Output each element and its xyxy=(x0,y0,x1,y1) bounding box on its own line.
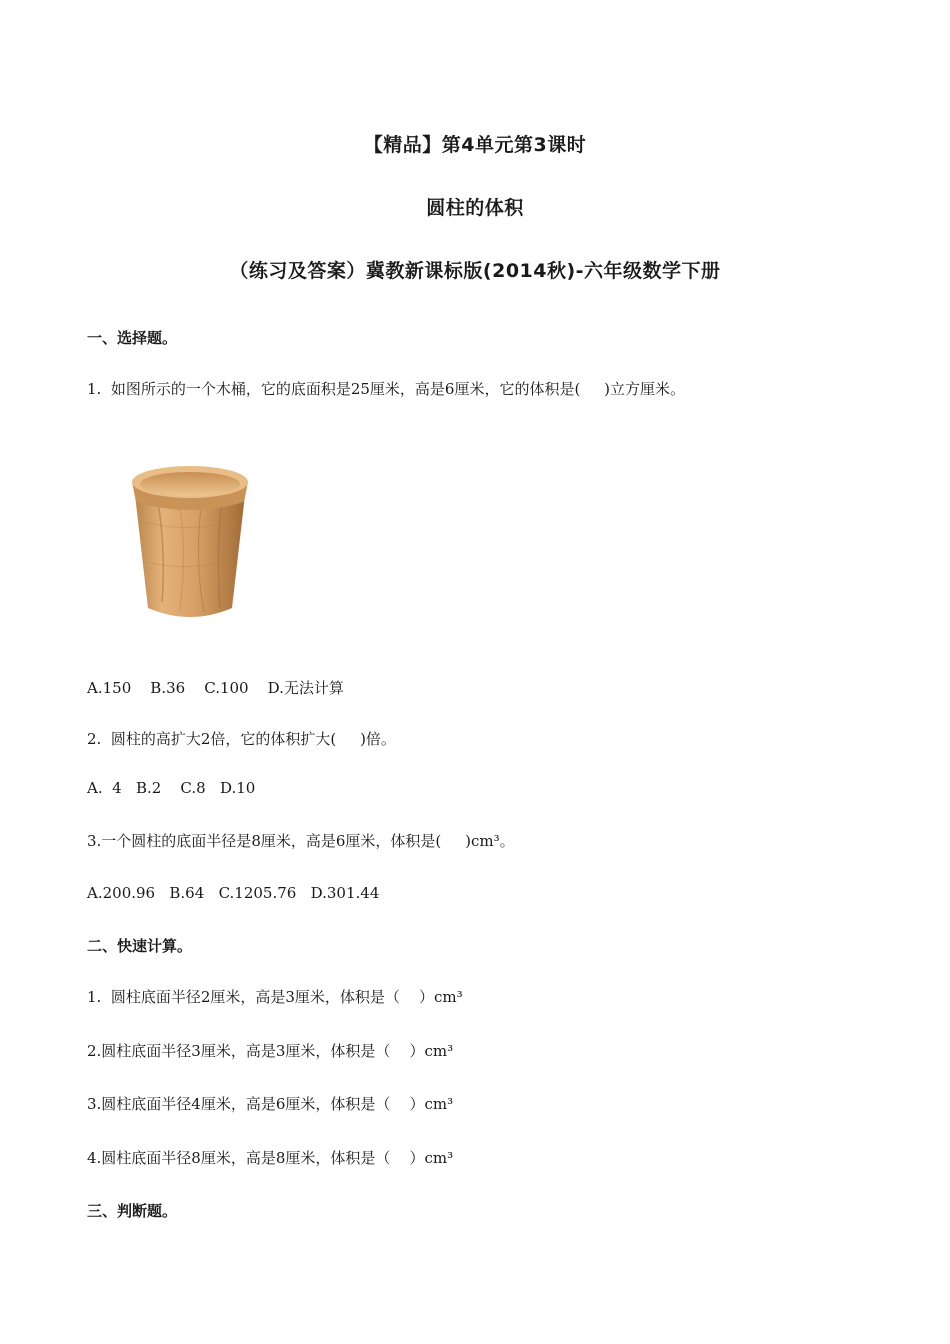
doc-title-line3: （练习及答案）冀教新课标版(2014秋)-六年级数学下册 xyxy=(229,260,721,282)
wooden-bucket-icon xyxy=(128,462,252,622)
question-3: 3.一个圆柱的底面半径是8厘米，高是6厘米，体积是( )cm³。 xyxy=(87,832,515,850)
question-2: 2. 圆柱的高扩大2倍，它的体积扩大( )倍。 xyxy=(87,730,396,748)
question-1-options: A.150 B.36 C.100 D.无法计算 xyxy=(87,679,344,697)
question-2-options: A. 4 B.2 C.8 D.10 xyxy=(87,779,256,797)
section-calc-heading: 二、快速计算。 xyxy=(87,937,193,955)
doc-title-line2: 圆柱的体积 xyxy=(426,197,524,219)
doc-title-line1: 【精品】第4单元第3课时 xyxy=(363,134,587,156)
question-1: 1. 如图所示的一个木桶，它的底面积是25厘米，高是6厘米，它的体积是( )立方厘米。 xyxy=(87,380,686,398)
question-3-options: A.200.96 B.64 C.1205.76 D.301.44 xyxy=(87,884,380,902)
calc-item-4: 4.圆柱底面半径8厘米，高是8厘米，体积是（ ）cm³ xyxy=(87,1149,454,1167)
calc-item-3: 3.圆柱底面半径4厘米，高是6厘米，体积是（ ）cm³ xyxy=(87,1095,454,1113)
section-judge-heading: 三、判断题。 xyxy=(87,1202,178,1220)
section-choice-heading: 一、选择题。 xyxy=(87,329,178,347)
calc-item-1: 1. 圆柱底面半径2厘米，高是3厘米，体积是（ ）cm³ xyxy=(87,988,463,1006)
calc-item-2: 2.圆柱底面半径3厘米，高是3厘米，体积是（ ）cm³ xyxy=(87,1042,454,1060)
